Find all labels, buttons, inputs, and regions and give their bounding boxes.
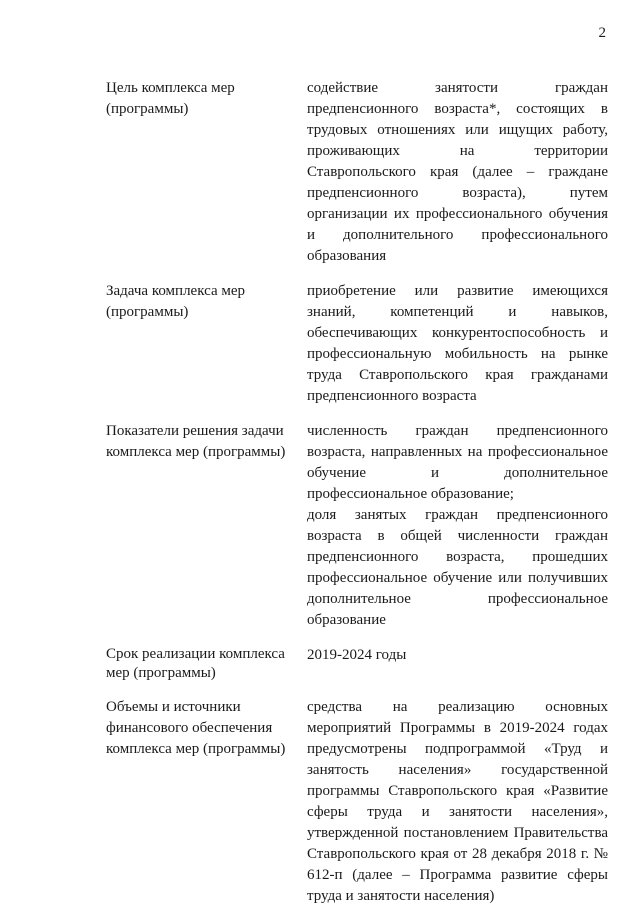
indicator-2-text: доля занятых граждан предпенсионного возраста в общей численности граждан предпенсионного возраста, прошедших профессиональное обучение или получивших дополнительное профессиональное образование <box>307 507 608 628</box>
passport-value-indicators <box>307 421 608 631</box>
passport-value-funding <box>307 697 608 907</box>
indicator-1-text: численность граждан предпенсионного возраста, направленных на профессиональное обучение и дополнительное профессиональное образование; <box>307 423 608 502</box>
page-number: 2 <box>598 25 606 41</box>
term-text: 2019-2024 годы <box>307 647 407 663</box>
passport-label-term: Срок реализации комплекса мер (программы) <box>106 646 285 681</box>
goal-text: содействие занятости граждан предпенсионного возраста*, состоящих в трудовых отношениях или ищущих работу, проживающих на территории Ставропольского края (далее – граждане предпенсионного возраста), путем организации их профессионального обучения и дополнительного профессионального образования <box>307 80 608 264</box>
passport-row-indicators <box>106 421 608 631</box>
passport-label-task: Задача комплекса мер (программы) <box>106 283 246 320</box>
passport-label-indicators: Показатели решения задачи комплекса мер (программы) <box>106 423 286 460</box>
passport-row-funding <box>106 697 608 907</box>
passport-label-funding: Объемы и источники финансового обеспечения комплекса мер (программы) <box>106 699 286 757</box>
passport-row-task <box>106 281 608 407</box>
passport-value-task <box>307 281 608 407</box>
program-passport-table <box>106 78 608 907</box>
passport-row-term <box>106 645 608 683</box>
passport-value-term <box>307 645 608 666</box>
funding-text: средства на реализацию основных мероприятий Программы в 2019-2024 годах предусмотрены подпрограммой «Труд и занятость населения» государственной программы Ставропольского края «Развитие сферы труда и занятости населения», утвержденной постановлением Правительства Ставропольского края от 28 декабря 2018 г. № 612-п (далее – Программа развитие сферы труда и занятости населения) <box>307 699 608 904</box>
passport-label-goal: Цель комплекса мер (программы) <box>106 80 235 117</box>
passport-value-goal <box>307 78 608 267</box>
passport-row-goal <box>106 78 608 267</box>
task-text: приобретение или развитие имеющихся знаний, компетенций и навыков, обеспечивающих конкурентоспособность и профессиональную мобильность на рынке труда Ставропольского края гражданами предпенсионного возраста <box>307 283 608 404</box>
